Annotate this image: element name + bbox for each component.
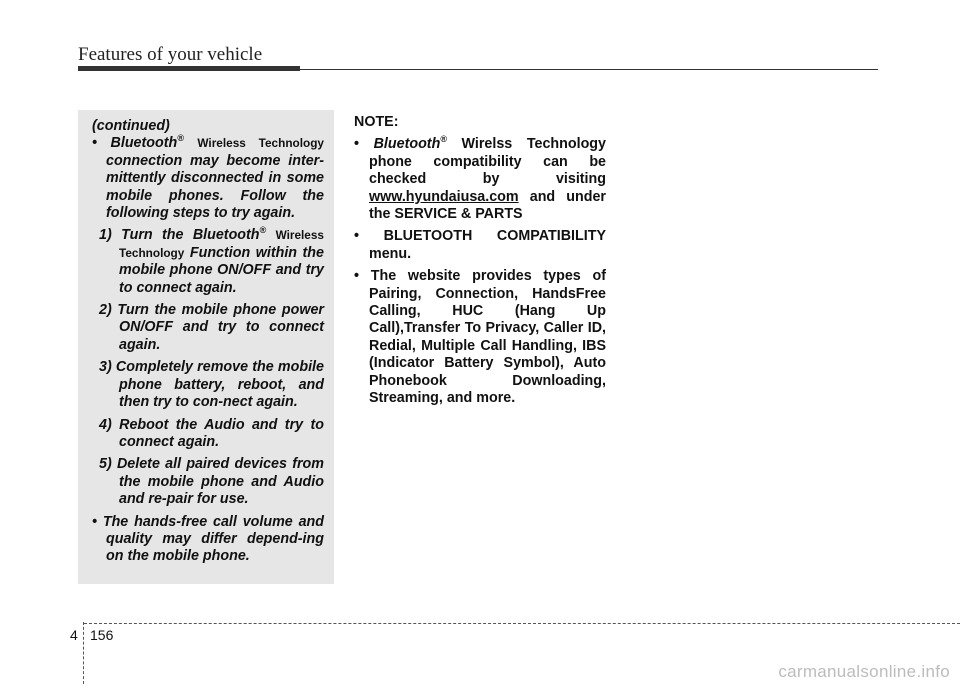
footer-horizontal-rule [84,623,960,624]
chapter-number: 4 [70,627,78,643]
note-bullet-menu: • BLUETOOTH COMPATIBILITY menu. [354,228,606,262]
watermark-text: carmanualsonline.info [778,662,950,681]
header-rule-thick [78,66,300,71]
step-3: 3) Completely remove the mobile phone battery, reboot, and then try to con-nect again. [99,359,324,411]
bullet-disconnect: • Bluetooth® Wireless Technology connection may become inter-mittently disconnected in some mobile phones. Follow the following steps to try again. [92,133,324,222]
note-bullet-compatibility: • Bluetooth® Wirelss Technology phone compatibility can be checked by visiting www.hyundaiusa.com and under the SERVICE & PARTS [354,134,606,223]
continued-note-content [92,118,324,566]
step-2: 2) Turn the mobile phone power ON/OFF and try to connect again. [99,302,324,353]
footer-vertical-rule [83,622,84,684]
header-rule-thin [300,69,878,70]
continued-note-box [78,110,334,584]
note-bullet-features: • The website provides types of Pairing, Connection, HandsFree Calling, HUC (Hang Up Call),Transfer To Privacy, Caller ID, Redial, Multiple Call Handling, IBS (Indicator Battery Symbol), Auto Phonebook Downloading, Streaming, and more. [354,268,606,407]
step-4: 4) Reboot the Audio and try to connect again. [99,416,324,450]
section-header-title: Features of your vehicle [78,44,263,65]
note-section [354,114,606,408]
step-1: 1) Turn the Bluetooth® Wireless Technology Function within the mobile phone ON/OFF and try to connect again. [99,225,324,296]
website-link[interactable]: www.hyundaiusa.com [369,188,519,205]
note-heading: NOTE: [354,114,399,130]
step-5: 5) Delete all paired devices from the mobile phone and Audio and re-pair for use. [99,456,324,508]
page-number: 156 [90,627,114,643]
continued-label: (continued) [92,118,170,134]
bullet-call-volume: • The hands-free call volume and quality may differ depend-ing on the mobile phone. [92,513,324,565]
